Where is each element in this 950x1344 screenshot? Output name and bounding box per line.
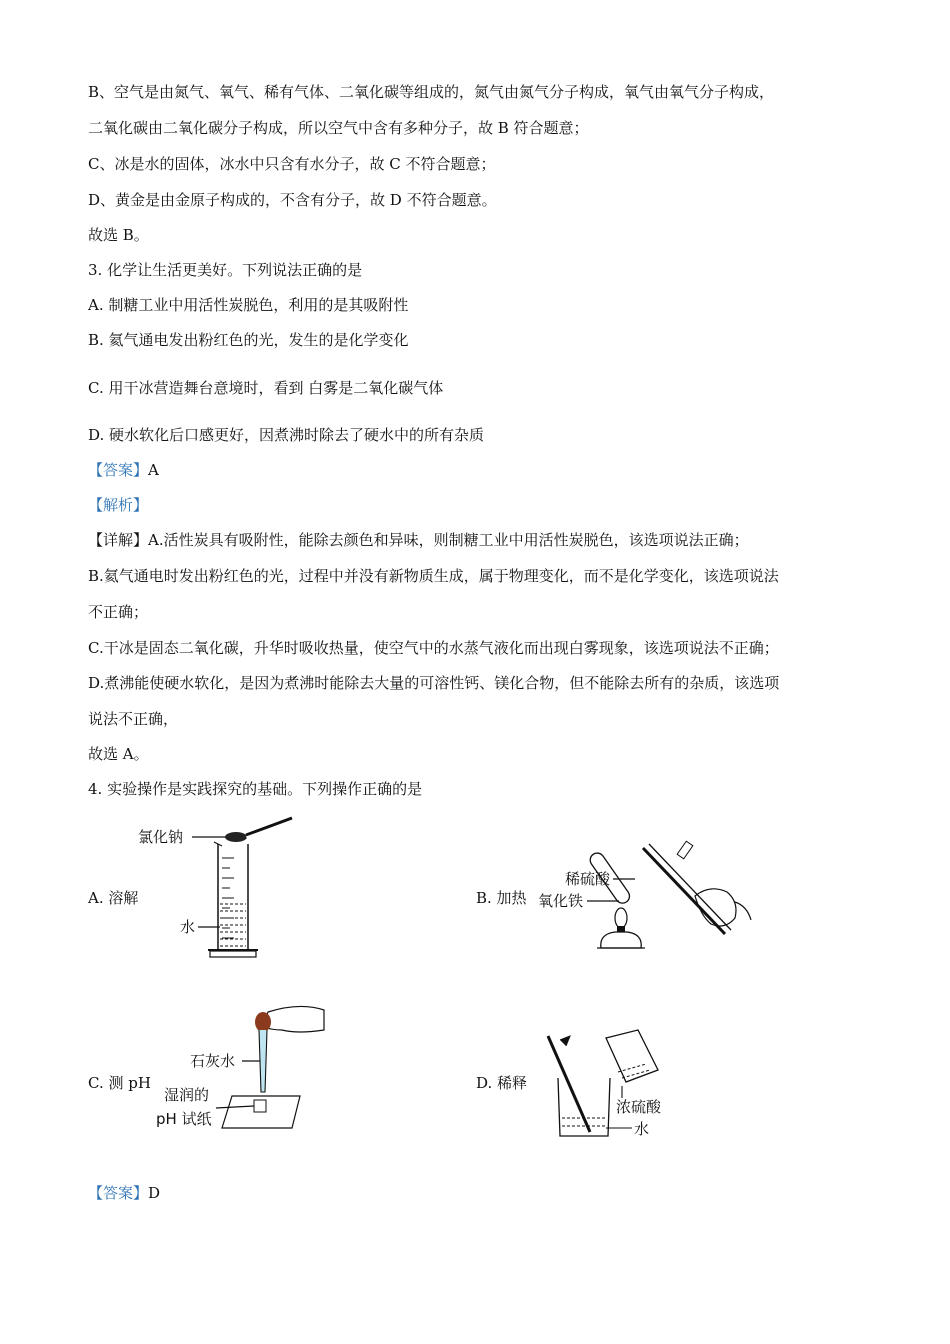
- figure-d-acid-label: 浓硫酸: [616, 1098, 662, 1116]
- figure-b-acid-label: 稀硫酸: [565, 870, 611, 888]
- q4-answer-tag: 【答案】: [88, 1184, 149, 1202]
- q3-answer: [88, 460, 159, 480]
- hand-icon: [262, 1006, 324, 1032]
- arrow-icon: [560, 1036, 570, 1046]
- q3-detail-d-cont: 说法不正确，: [88, 710, 179, 728]
- q4-option-a-label: A. 溶解: [88, 889, 139, 907]
- q4-answer: [88, 1183, 160, 1203]
- figure-d-water-label: 水: [634, 1120, 650, 1138]
- q3-detail-b: B.氦气通电时发出粉红色的光，过程中并没有新物质生成，属于物理变化，而不是化学变化，该选项说法: [88, 567, 779, 585]
- flame-icon: [615, 908, 627, 928]
- q3-detail-tag: 【详解】: [88, 531, 149, 549]
- q3-option-c: C. 用干冰营造舞台意境时，看到 白雾是二氧化碳气体: [88, 379, 444, 397]
- figure-b-oxide-label: 氧化铁: [538, 892, 584, 910]
- q3-detail-a: A.活性炭具有吸附性，能除去颜色和异味，则制糖工业中用活性炭脱色，该选项说法正确；: [148, 531, 749, 549]
- q4-option-d-label: D. 稀释: [476, 1074, 528, 1092]
- q3-detail-d: D.煮沸能使硬水软化，是因为煮沸时能除去大量的可溶性钙、镁化合物，但不能除去所有的杂质，该选项: [88, 674, 780, 692]
- q3-answer-tag: 【答案】: [88, 461, 149, 479]
- q3-answer-value: A: [148, 461, 159, 479]
- alcohol-lamp-icon: [601, 932, 641, 948]
- figure-a-salt-label: 氯化钠: [138, 828, 184, 846]
- q3-option-a: A. 制糖工业中用活性炭脱色，利用的是其吸附性: [88, 296, 409, 314]
- q3-conclusion: 故选 A。: [88, 745, 149, 763]
- figure-a-dissolving: [130, 808, 300, 968]
- prev-answer-line-2: 二氧化碳由二氧化碳分子构成，所以空气中含有多种分子，故 B 符合题意；: [88, 119, 589, 137]
- q3-detail-line-1: [88, 530, 749, 550]
- prev-answer-line-4: D、黄金是由金原子构成的，不含有分子，故 D 不符合题意。: [88, 191, 497, 209]
- figure-a-water-label: 水: [180, 918, 196, 936]
- dropper-bulb-icon: [255, 1012, 271, 1032]
- q3-option-b: B. 氦气通电发出粉红色的光，发生的是化学变化: [88, 331, 409, 349]
- q3-stem: 3. 化学让生活更美好。下列说法正确的是: [88, 261, 363, 279]
- q3-detail-c: C.干冰是固态二氧化碳，升华时吸收热量，使空气中的水蒸气液化而出现白雾现象，该选项说法不正确；: [88, 639, 779, 657]
- q4-answer-value: D: [148, 1184, 161, 1202]
- q3-detail-b-cont: 不正确；: [88, 603, 149, 621]
- pouring-beaker-icon: [606, 1030, 658, 1082]
- spoon-icon: [225, 832, 247, 842]
- q4-option-b-label: B. 加热: [476, 889, 527, 907]
- figure-c-wet-label: 湿润的: [164, 1086, 210, 1104]
- q3-option-d: D. 硬水软化后口感更好，因煮沸时除去了硬水中的所有杂质: [88, 426, 485, 444]
- prev-answer-conclusion: 故选 B。: [88, 226, 149, 244]
- prev-answer-line-3: C、冰是水的固体，冰水中只含有水分子，故 C 不符合题意；: [88, 155, 496, 173]
- dropper-icon: [259, 1030, 267, 1092]
- q4-option-c-label: C. 测 pH: [88, 1074, 151, 1092]
- beaker-icon: [558, 1078, 610, 1136]
- prev-answer-line-1: B、空气是由氮气、氧气、稀有气体、二氧化碳等组成的，氮气由氮气分子构成，氧气由氧气分子构成，: [88, 83, 775, 101]
- q3-analysis-tag: 【解析】: [88, 496, 149, 514]
- q4-stem: 4. 实验操作是实践探究的基础。下列操作正确的是: [88, 780, 423, 798]
- figure-d-dilution: [536, 1026, 686, 1146]
- figure-c-limewater-label: 石灰水: [190, 1052, 236, 1070]
- figure-b-heating: [535, 836, 755, 956]
- figure-c-measure-ph: [150, 1000, 330, 1135]
- figure-c-paper-label: pH 试纸: [156, 1110, 212, 1128]
